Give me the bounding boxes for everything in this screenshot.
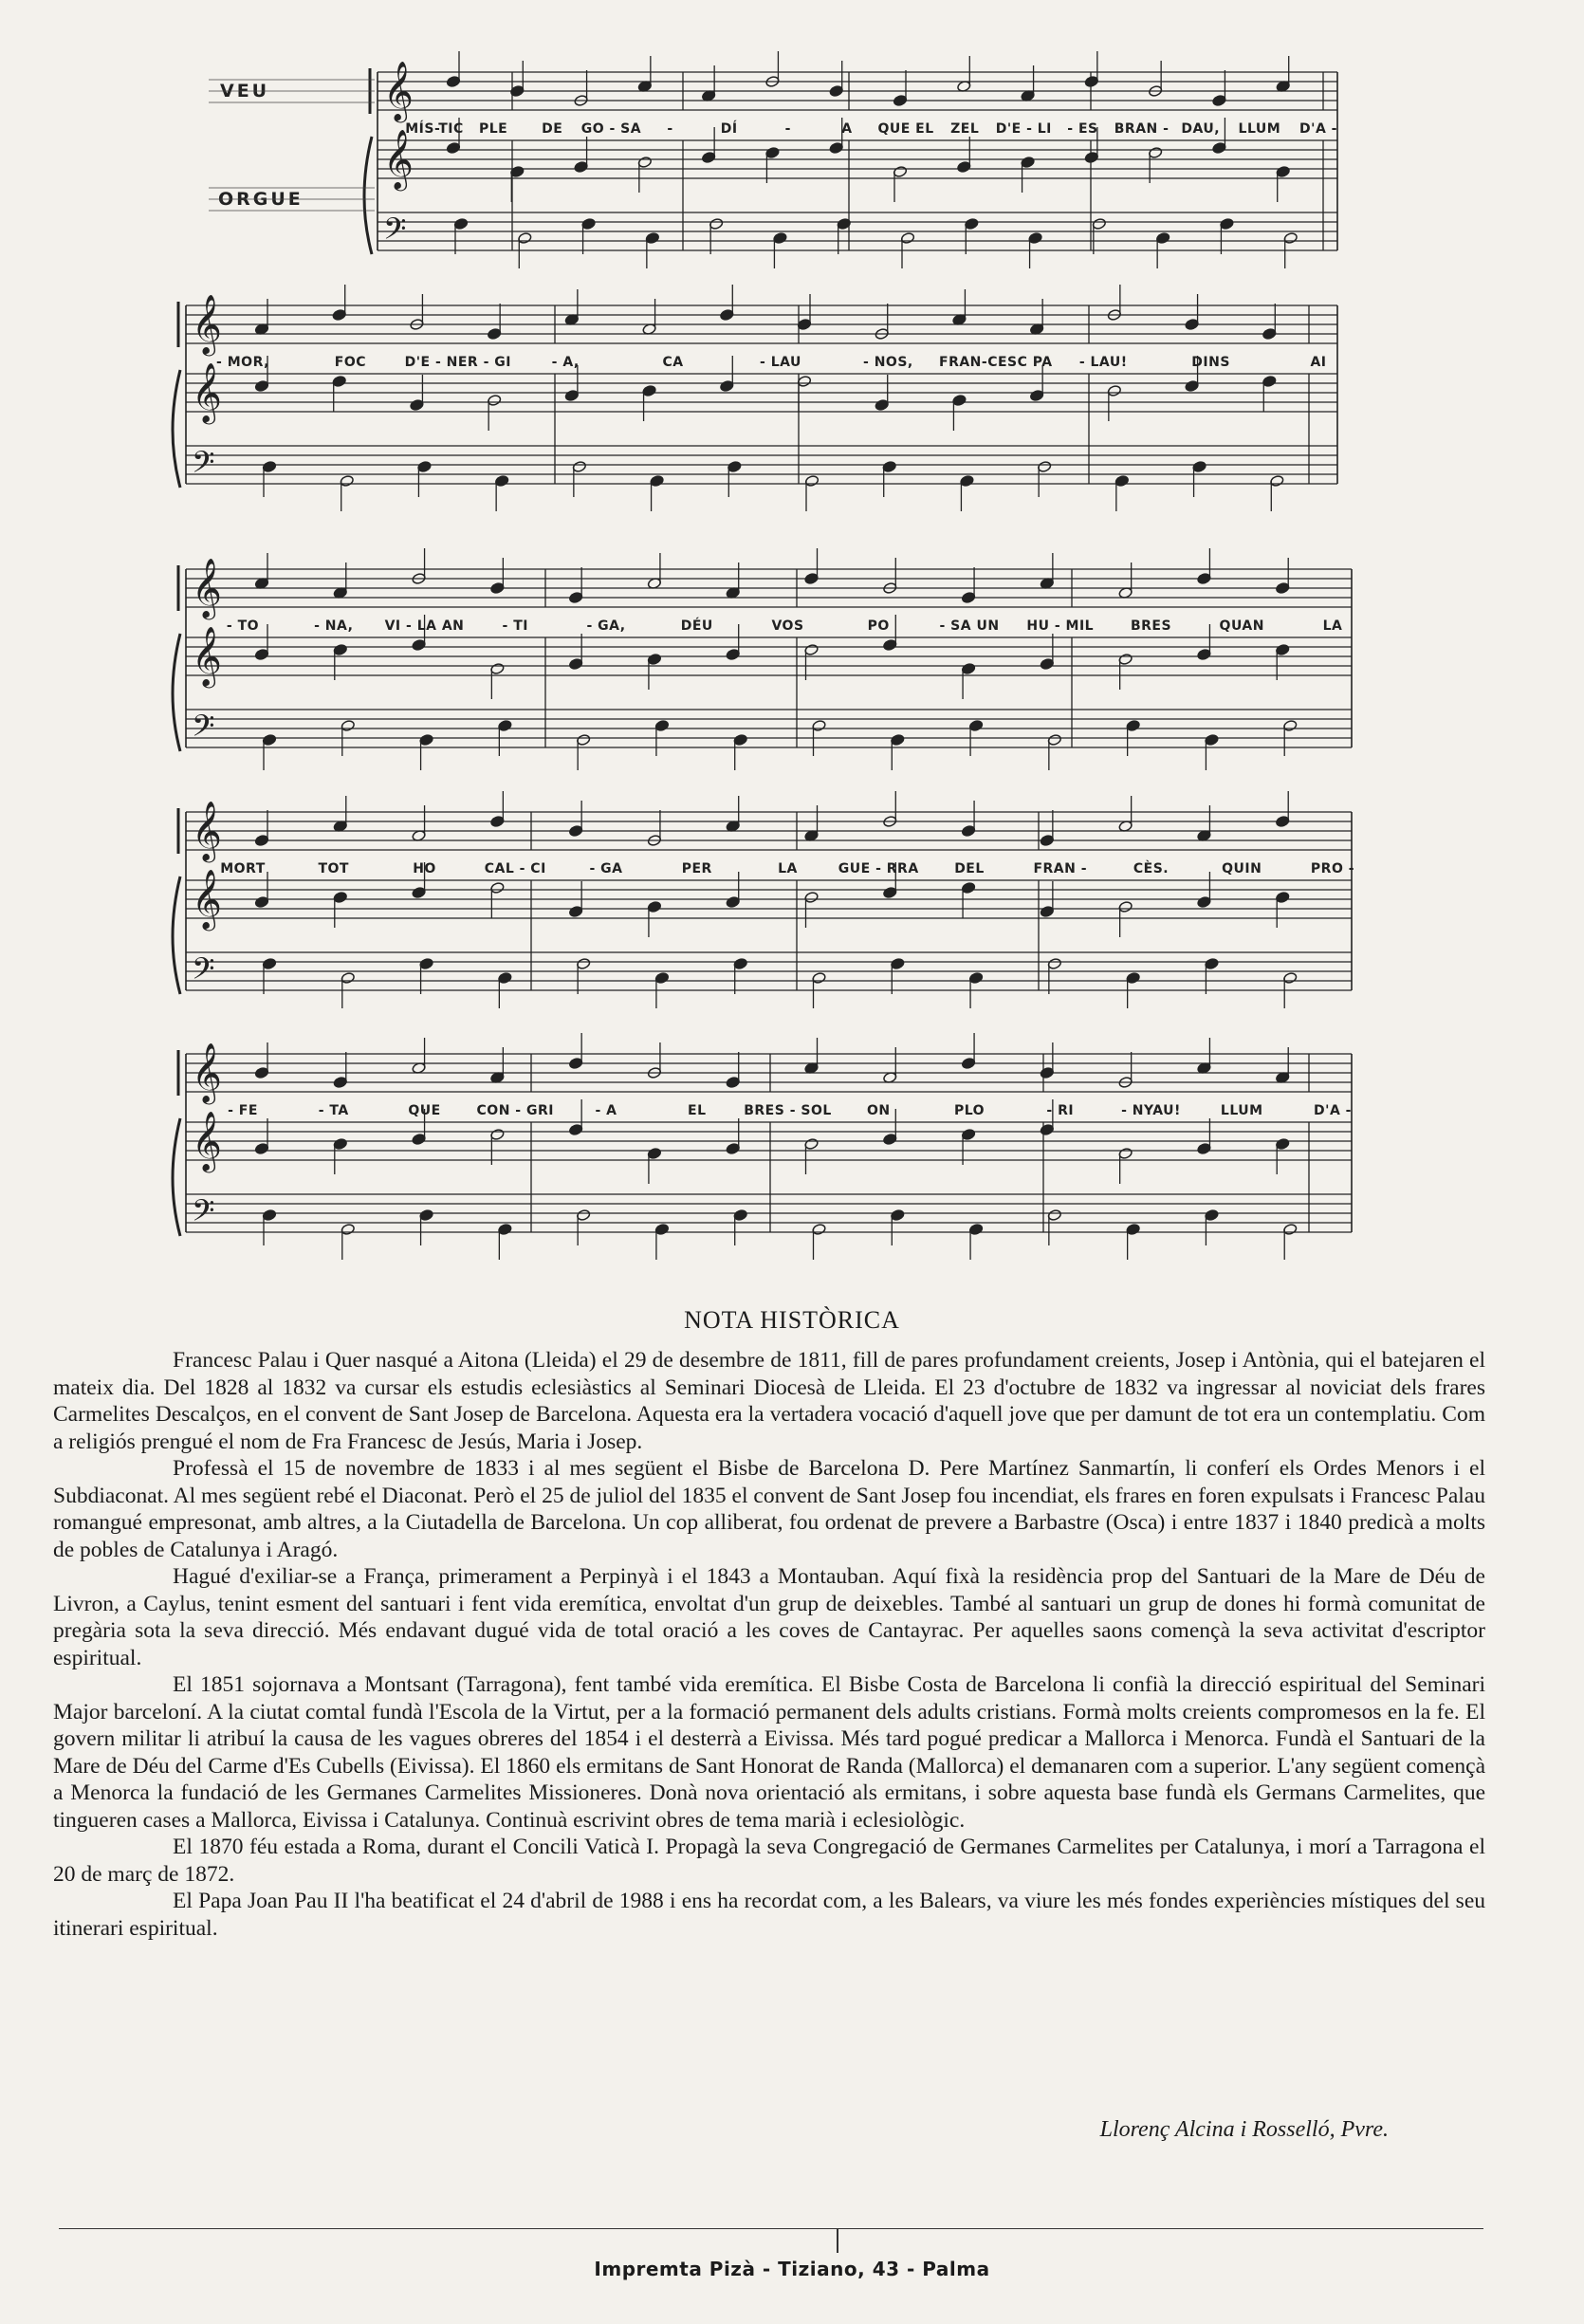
paragraph: El Papa Joan Pau II l'ha beatificat el 24 d'abril de 1988 i ens ha recordat com, a les Balears, va viure les més fondes experiències místiques del seu itinerari espiritual.: [53, 1889, 1485, 1941]
lyric-syllable: - SA UN: [939, 618, 1000, 634]
lyric-syllable: PER: [681, 861, 712, 876]
organ-brace: [173, 370, 180, 488]
lyric-syllable: EL: [688, 1103, 707, 1118]
organ-label: ORGUE: [218, 189, 304, 210]
treble-clef: 𝄞: [192, 801, 222, 860]
lyric-syllable: D'A -: [1299, 121, 1337, 137]
bass-clef: 𝄢: [192, 445, 215, 487]
paragraph: El 1870 féu estada a Roma, durant el Concili Vaticà I. Propagà la seva Congregació de Germanes Carmelites per Catalunya, i morí a Tarragona el 20 de març de 1872.: [53, 1835, 1485, 1887]
treble-clef: 𝄞: [192, 1042, 222, 1102]
bass-clef: 𝄢: [192, 709, 215, 750]
lyric-syllable: CON - GRI: [476, 1103, 554, 1118]
lyric-syllable: - TO: [226, 618, 260, 634]
lyric-syllable: - GA: [589, 861, 623, 876]
lyric-syllable: LLUM: [1220, 1103, 1263, 1118]
treble-clef: 𝄞: [192, 558, 222, 618]
lyric-syllable: - LAU: [760, 355, 801, 370]
lyric-syllable: BRES: [1130, 618, 1172, 634]
lyric-syllable: -: [784, 121, 791, 137]
treble-clef: 𝄞: [192, 626, 222, 686]
lyric-syllable: - TA: [318, 1103, 349, 1118]
lyric-syllable: DAU,: [1181, 121, 1221, 137]
lyric-syllable: AI: [1310, 355, 1327, 370]
note-body: [53, 1347, 1485, 1942]
bass-clef: 𝄢: [383, 212, 407, 253]
lyric-syllable: QUE: [408, 1103, 441, 1118]
lyric-syllable: FOC: [334, 355, 367, 370]
lyric-syllable: GO - SA: [580, 121, 642, 137]
treble-clef: 𝄞: [192, 869, 222, 929]
organ-brace: [173, 876, 180, 994]
paragraph: Francesc Palau i Quer nasqué a Aitona (Lleida) el 29 de desembre de 1811, fill de pares profundament creients, Josep i Antònia, qui el batejaren el mateix dia. Del 1828 al 1832 va cursar els estudis eclesiàstics al Seminari Diocesà de Lleida. El 23 d'octubre de 1832 va ingressar al noviciat dels frares Carmelites Descalços, en el convent de Sant Josep de Barcelona. Aquesta era la vertadera vocació d'aquell jove que per damunt de tot era un contemplatiu. Com a religiós prengué el nom de Fra Francesc de Jesús, Maria i Josep.: [53, 1348, 1485, 1454]
footer-divider: [837, 2228, 838, 2253]
footer-rule: [59, 2228, 1483, 2229]
voice-label: VEU: [220, 81, 270, 101]
lyric-syllable: LA: [1322, 618, 1343, 634]
lyric-syllable: D'E - NER - GI: [404, 355, 511, 370]
lyric-syllable: - A,: [551, 355, 580, 370]
lyric-syllable: - ES: [1067, 121, 1098, 137]
lyric-syllable: A: [841, 121, 853, 137]
score-system: [173, 285, 1337, 511]
lyric-syllable: - NOS,: [863, 355, 913, 370]
organ-brace: [364, 137, 372, 254]
lyric-syllable: CÈS.: [1133, 861, 1170, 876]
lyric-syllable: - A: [595, 1103, 617, 1118]
lyric-syllable: - NA,: [314, 618, 354, 634]
paragraph: El 1851 sojornava a Montsant (Tarragona), fent també vida eremítica. El Bisbe Costa de Barcelona li confià la direcció espiritual del Seminari Major barceloní. A la ciutat comtal fundà l'Escola de la Virtut, per a la formació permanent dels adults cristians. Formà molts creients compromesos en la fe. El govern militar li atribuí la causa de les vagues obreres del 1854 i el desterrà a Eivissa. Més tard pogué predicar a Mallorca i Menorca. Fundà el Santuari de la Mare de Déu del Carme d'Es Cubells (Eivissa). El 1860 els ermitans de Sant Honorat de Randa (Mallorca) el demanaren com a superior. L'any següent començà a Menorca la fundació de les Germanes Carmelites Missioneres. Donà nova orientació als ermitans, i sobre aquesta base fundà els Germans Carmelites, que tingueren cases a Mallorca, Eivissa i Catalunya. Continuà escrivint obres de tema marià i eclesiològic.: [53, 1672, 1485, 1833]
lyric-syllable: CA: [662, 355, 684, 370]
lyric-syllable: LLUM: [1238, 121, 1281, 137]
lyric-syllable: PLO: [953, 1103, 985, 1118]
lyric-syllable: -: [667, 121, 673, 137]
lyric-syllable: D'E - LI: [995, 121, 1052, 137]
lyric-syllable: - GA,: [586, 618, 626, 634]
lyric-syllable: CAL - CI: [484, 861, 546, 876]
lyric-syllable: PRO -: [1310, 861, 1355, 876]
score-system: [173, 791, 1354, 1008]
score-system: [209, 51, 1337, 268]
lyric-syllable: - FE: [228, 1103, 258, 1118]
lyric-syllable: VI - LA AN: [384, 618, 465, 634]
lyric-syllable: TOT: [318, 861, 350, 876]
lyric-syllable: BRAN -: [1114, 121, 1170, 137]
lyric-syllable: DÍ: [720, 121, 738, 137]
paragraph: Hagué d'exiliar-se a França, primerament a Perpinyà i el 1843 a Montauban. Aquí fixà la residència prop del Santuari de la Mare de Déu de Livron, a Caylus, tenint esment del santuari i fent vida eremítica, envoltat d'un grup de deixebles. També al santuari un grup de dones hi formà comunitat de pregària sota la seva direcció. Més endavant dugué vida de total oració a les coves de Cantayrac. Per aquelles saons començà la seva activitat d'escriptor espiritual.: [53, 1564, 1485, 1670]
score-system: [173, 548, 1352, 770]
lyric-syllable: PO: [867, 618, 890, 634]
lyric-syllable: ZEL: [950, 121, 980, 137]
treble-clef: 𝄞: [192, 294, 222, 354]
lyric-syllable: LA: [778, 861, 798, 876]
lyric-syllable: PLE: [479, 121, 508, 137]
lyric-syllable: MÍS-TIC: [405, 121, 464, 137]
lyric-syllable: - MOR,: [216, 355, 269, 370]
treble-clef: 𝄞: [192, 362, 222, 422]
note-title: NOTA HISTÒRICA: [684, 1306, 900, 1334]
organ-brace: [173, 1118, 180, 1236]
bass-clef: 𝄢: [192, 951, 215, 993]
lyric-syllable: HO: [413, 861, 436, 876]
lyric-syllable: - NYAU!: [1121, 1103, 1181, 1118]
treble-clef: 𝄞: [383, 129, 414, 189]
bass-clef: 𝄢: [192, 1193, 215, 1235]
paragraph: Professà el 15 de novembre de 1833 i al mes següent el Bisbe de Barcelona D. Pere Martínez Sanmartín, li conferí els Ordes Menors i el Subdiaconat. Al mes següent rebé el Diaconat. Però el 25 de juliol del 1835 el convent de Sant Josep fou incendiat, els frares en foren expulsats i Francesc Palau romangué empresonat, amb altres, a la Ciutadella de Barcelona. Un cop alliberat, fou ordenat de prevere a Barbastre (Osca) i entre 1837 i 1840 predicà a molts de pobles de Catalunya i Aragó.: [53, 1456, 1485, 1562]
lyric-syllable: - RI: [1046, 1103, 1075, 1118]
lyric-syllable: FRAN-CESC PA: [939, 355, 1053, 370]
lyric-syllable: HU - MIL: [1026, 618, 1095, 634]
lyric-syllable: MORT: [220, 861, 266, 876]
lyric-syllable: BRES - SOL: [744, 1103, 832, 1118]
lyric-syllable: - LAU!: [1078, 355, 1128, 370]
lyric-syllable: - TI: [502, 618, 528, 634]
lyric-syllable: DÉU: [680, 618, 713, 634]
treble-clef: 𝄞: [192, 1111, 222, 1171]
lyric-syllable: FRAN -: [1033, 861, 1088, 876]
signature: Llorenç Alcina i Rosselló, Pvre.: [1099, 2117, 1389, 2142]
score-system: [173, 1033, 1352, 1260]
lyric-syllable: ON: [866, 1103, 891, 1118]
lyric-syllable: VOS: [771, 618, 804, 634]
organ-brace: [173, 634, 180, 751]
lyric-syllable: QUIN: [1222, 861, 1262, 876]
lyric-syllable: D'A -: [1314, 1103, 1352, 1118]
treble-clef: 𝄞: [383, 61, 414, 120]
lyric-syllable: DINS: [1191, 355, 1230, 370]
lyric-syllable: GUE - RRA: [838, 861, 919, 876]
printer-imprint: Impremta Pizà - Tiziano, 43 - Palma: [594, 2258, 990, 2280]
lyric-syllable: DEL: [954, 861, 985, 876]
lyric-syllable: DE: [542, 121, 563, 137]
lyric-syllable: QUE EL: [877, 121, 934, 137]
lyric-syllable: QUAN: [1219, 618, 1264, 634]
